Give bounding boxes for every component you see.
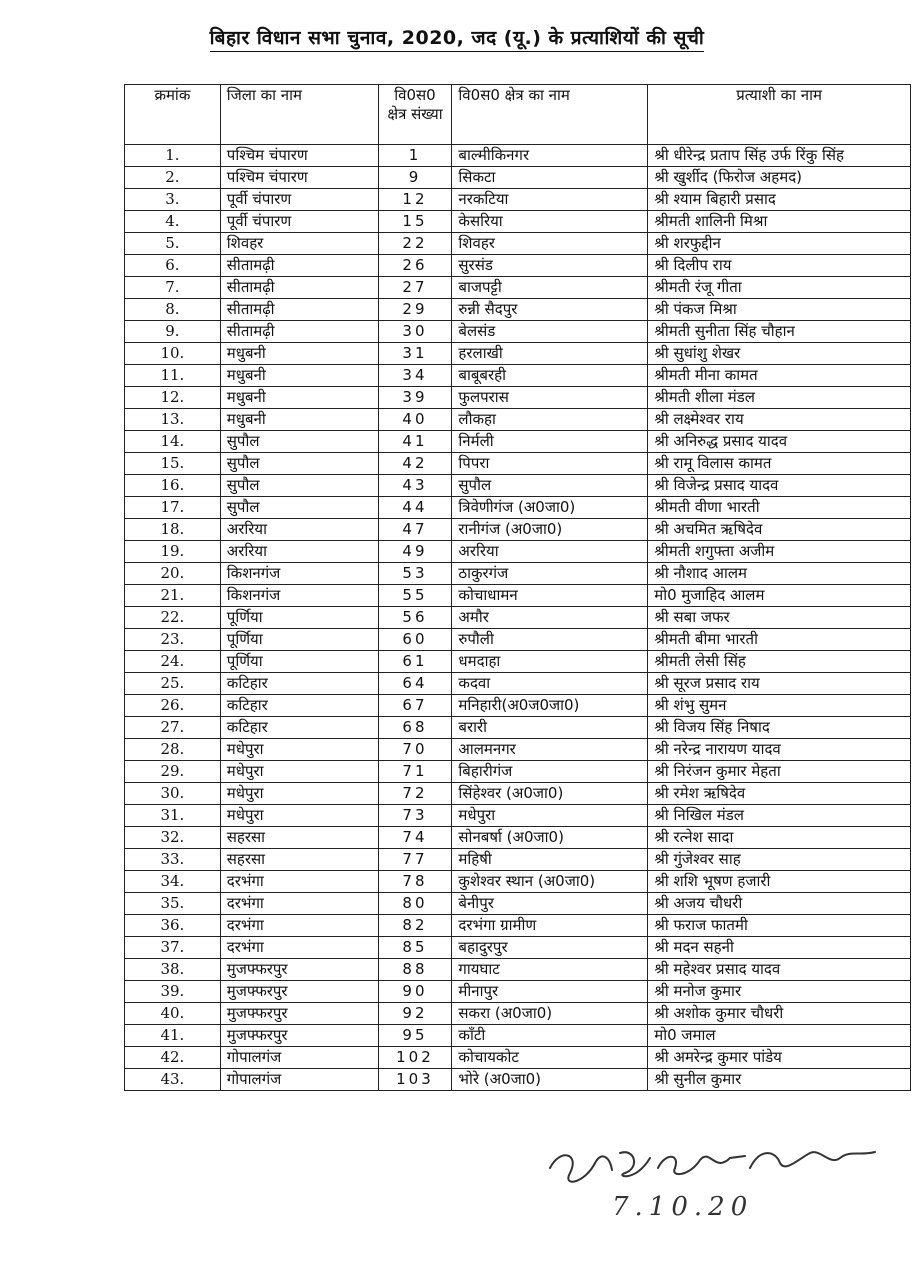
cell-constituency-name: अररिया [452,541,648,563]
cell-constituency-name: त्रिवेणीगंज (अ0जा0) [452,497,648,519]
signature-date: 7.10.20 [612,1192,754,1222]
cell-candidate: मो0 जमाल [648,1025,911,1047]
table-row [125,189,911,211]
table-row [125,475,911,497]
table-row [125,827,911,849]
table-row [125,1025,911,1047]
cell-district: मधुबनी [220,343,378,365]
cell-constituency-name: दरभंगा ग्रामीण [452,915,648,937]
cell-candidate: श्री शशि भूषण हजारी [648,871,911,893]
cell-serial: 38. [125,959,221,981]
cell-constituency-no: 49 [378,541,452,563]
cell-candidate: श्री विजेन्द्र प्रसाद यादव [648,475,911,497]
cell-candidate: श्री पंकज मिश्रा [648,299,911,321]
cell-serial: 35. [125,893,221,915]
cell-constituency-no: 26 [378,255,452,277]
table-body [125,145,911,1091]
cell-constituency-no: 90 [378,981,452,1003]
cell-constituency-no: 41 [378,431,452,453]
cell-district: सुपौल [220,453,378,475]
cell-district: पूर्वी चंपारण [220,211,378,233]
table-row [125,871,911,893]
cell-serial: 43. [125,1069,221,1091]
table-row [125,739,911,761]
cell-district: शिवहर [220,233,378,255]
table-row [125,563,911,585]
cell-district: पूर्णिया [220,607,378,629]
cell-candidate: श्रीमती वीणा भारती [648,497,911,519]
cell-constituency-no: 77 [378,849,452,871]
cell-district: अररिया [220,519,378,541]
cell-serial: 33. [125,849,221,871]
cell-serial: 18. [125,519,221,541]
table-row [125,893,911,915]
cell-serial: 24. [125,651,221,673]
cell-candidate: श्री खुर्शीद (फिरोज अहमद) [648,167,911,189]
cell-constituency-name: रुन्नी सैदपुर [452,299,648,321]
cell-serial: 36. [125,915,221,937]
table-row [125,519,911,541]
cell-constituency-name: बाल्मीकिनगर [452,145,648,167]
cell-candidate: श्री अशोक कुमार चौधरी [648,1003,911,1025]
cell-constituency-no: 82 [378,915,452,937]
cell-constituency-no: 74 [378,827,452,849]
cell-constituency-no: 30 [378,321,452,343]
cell-constituency-no: 22 [378,233,452,255]
cell-constituency-name: सिकटा [452,167,648,189]
cell-constituency-no: 72 [378,783,452,805]
header-serial: क्रमांक [125,85,221,145]
cell-district: पश्चिम चंपारण [220,167,378,189]
cell-constituency-no: 92 [378,1003,452,1025]
cell-constituency-name: सकरा (अ0जा0) [452,1003,648,1025]
cell-constituency-no: 56 [378,607,452,629]
cell-constituency-name: पिपरा [452,453,648,475]
cell-candidate: श्री लक्ष्मेश्वर राय [648,409,911,431]
cell-serial: 14. [125,431,221,453]
cell-constituency-name: सोनबर्षा (अ0जा0) [452,827,648,849]
cell-candidate: श्री अमरेन्द्र कुमार पांडेय [648,1047,911,1069]
cell-district: दरभंगा [220,871,378,893]
cell-serial: 29. [125,761,221,783]
table-row [125,915,911,937]
cell-serial: 15. [125,453,221,475]
cell-serial: 37. [125,937,221,959]
cell-district: सहरसा [220,849,378,871]
cell-serial: 26. [125,695,221,717]
cell-district: अररिया [220,541,378,563]
table-row [125,277,911,299]
cell-constituency-name: केसरिया [452,211,648,233]
cell-constituency-name: कदवा [452,673,648,695]
table-row [125,585,911,607]
cell-serial: 11. [125,365,221,387]
cell-serial: 25. [125,673,221,695]
cell-candidate: श्री महेश्वर प्रसाद यादव [648,959,911,981]
cell-serial: 7. [125,277,221,299]
cell-constituency-no: 103 [378,1069,452,1091]
cell-constituency-no: 9 [378,167,452,189]
cell-constituency-no: 102 [378,1047,452,1069]
cell-candidate: श्री सूरज प्रसाद राय [648,673,911,695]
table-row [125,1069,911,1091]
cell-constituency-name: सुपौल [452,475,648,497]
cell-candidate: श्री मदन सहनी [648,937,911,959]
cell-serial: 40. [125,1003,221,1025]
cell-serial: 2. [125,167,221,189]
cell-district: सीतामढ़ी [220,255,378,277]
table-row [125,233,911,255]
cell-constituency-name: सिंहेश्वर (अ0जा0) [452,783,648,805]
cell-constituency-name: आलमनगर [452,739,648,761]
cell-district: सहरसा [220,827,378,849]
cell-constituency-no: 40 [378,409,452,431]
cell-constituency-no: 42 [378,453,452,475]
cell-constituency-no: 68 [378,717,452,739]
cell-district: मधेपुरा [220,805,378,827]
cell-candidate: श्री निरंजन कुमार मेहता [648,761,911,783]
cell-district: किशनगंज [220,585,378,607]
cell-serial: 21. [125,585,221,607]
table-row [125,343,911,365]
cell-constituency-no: 85 [378,937,452,959]
cell-district: पूर्वी चंपारण [220,189,378,211]
cell-candidate: श्री दिलीप राय [648,255,911,277]
cell-constituency-no: 95 [378,1025,452,1047]
cell-serial: 32. [125,827,221,849]
cell-constituency-no: 43 [378,475,452,497]
cell-district: पूर्णिया [220,629,378,651]
cell-candidate: श्री सबा जफर [648,607,911,629]
cell-constituency-name: बेनीपुर [452,893,648,915]
cell-serial: 34. [125,871,221,893]
cell-candidate: श्री अनिरुद्ध प्रसाद यादव [648,431,911,453]
cell-district: मुजफ्फरपुर [220,959,378,981]
cell-candidate: मो0 मुजाहिद आलम [648,585,911,607]
cell-district: दरभंगा [220,915,378,937]
cell-district: सुपौल [220,475,378,497]
table-row [125,431,911,453]
cell-district: गोपालगंज [220,1069,378,1091]
cell-candidate: श्री नौशाद आलम [648,563,911,585]
cell-serial: 12. [125,387,221,409]
table-header-row [125,85,911,145]
cell-constituency-name: कुशेश्वर स्थान (अ0जा0) [452,871,648,893]
cell-constituency-no: 80 [378,893,452,915]
cell-district: कटिहार [220,695,378,717]
cell-serial: 9. [125,321,221,343]
header-constituency-name: वि0स0 क्षेत्र का नाम [452,85,648,145]
cell-district: गोपालगंज [220,1047,378,1069]
table-row [125,453,911,475]
cell-candidate: श्रीमती शगुफ्ता अजीम [648,541,911,563]
cell-candidate: श्री श्याम बिहारी प्रसाद [648,189,911,211]
cell-constituency-no: 67 [378,695,452,717]
cell-district: कटिहार [220,717,378,739]
cell-constituency-name: महिषी [452,849,648,871]
cell-constituency-no: 73 [378,805,452,827]
cell-constituency-name: कोचायकोट [452,1047,648,1069]
cell-serial: 20. [125,563,221,585]
cell-constituency-name: अमौर [452,607,648,629]
cell-constituency-no: 55 [378,585,452,607]
cell-district: पूर्णिया [220,651,378,673]
table-row [125,365,911,387]
cell-constituency-no: 29 [378,299,452,321]
cell-serial: 39. [125,981,221,1003]
cell-constituency-no: 47 [378,519,452,541]
cell-district: मधुबनी [220,365,378,387]
table-row [125,959,911,981]
table-row [125,1003,911,1025]
cell-constituency-no: 71 [378,761,452,783]
cell-constituency-no: 34 [378,365,452,387]
table-row [125,761,911,783]
cell-candidate: श्री सुनील कुमार [648,1069,911,1091]
cell-constituency-name: भोरे (अ0जा0) [452,1069,648,1091]
cell-candidate: श्रीमती सुनीता सिंह चौहान [648,321,911,343]
cell-constituency-name: रुपौली [452,629,648,651]
cell-constituency-name: ठाकुरगंज [452,563,648,585]
cell-candidate: श्री धीरेन्द्र प्रताप सिंह उर्फ रिंकु सिंह [648,145,911,167]
cell-candidate: श्री शरफुद्दीन [648,233,911,255]
cell-district: सीतामढ़ी [220,277,378,299]
table-row [125,937,911,959]
cell-constituency-name: गायघाट [452,959,648,981]
cell-constituency-no: 70 [378,739,452,761]
cell-candidate: श्री सुधांशु शेखर [648,343,911,365]
cell-district: पश्चिम चंपारण [220,145,378,167]
cell-serial: 13. [125,409,221,431]
cell-constituency-name: बरारी [452,717,648,739]
cell-district: मुजफ्फरपुर [220,981,378,1003]
cell-constituency-name: सुरसंड [452,255,648,277]
cell-constituency-name: निर्मली [452,431,648,453]
cell-district: मधेपुरा [220,739,378,761]
cell-candidate: श्री फराज फातमी [648,915,911,937]
cell-district: मधुबनी [220,409,378,431]
cell-constituency-name: मीनापुर [452,981,648,1003]
cell-candidate: श्री शंभु सुमन [648,695,911,717]
cell-candidate: श्री अचमित ऋषिदेव [648,519,911,541]
cell-constituency-no: 27 [378,277,452,299]
cell-serial: 5. [125,233,221,255]
cell-constituency-no: 64 [378,673,452,695]
header-constituency-no: वि0स0 क्षेत्र संख्या [378,85,452,145]
cell-candidate: श्री रत्नेश सादा [648,827,911,849]
cell-candidate: श्रीमती मीना कामत [648,365,911,387]
cell-district: मधुबनी [220,387,378,409]
table-row [125,1047,911,1069]
cell-serial: 3. [125,189,221,211]
cell-district: मुजफ्फरपुर [220,1025,378,1047]
cell-constituency-no: 31 [378,343,452,365]
cell-constituency-name: मनिहारी(अ0ज0जा0) [452,695,648,717]
cell-constituency-name: बाबूबरही [452,365,648,387]
cell-constituency-no: 44 [378,497,452,519]
table-row [125,783,911,805]
cell-constituency-name: रानीगंज (अ0जा0) [452,519,648,541]
cell-constituency-name: बेलसंड [452,321,648,343]
cell-constituency-no: 15 [378,211,452,233]
cell-serial: 22. [125,607,221,629]
cell-candidate: श्री निखिल मंडल [648,805,911,827]
cell-constituency-name: फुलपरास [452,387,648,409]
cell-district: किशनगंज [220,563,378,585]
cell-constituency-name: शिवहर [452,233,648,255]
cell-candidate: श्री गुंजेश्वर साह [648,849,911,871]
cell-candidate: श्रीमती शालिनी मिश्रा [648,211,911,233]
table-row [125,695,911,717]
table-row [125,629,911,651]
table-row [125,541,911,563]
cell-candidate: श्रीमती शीला मंडल [648,387,911,409]
cell-constituency-name: काँटी [452,1025,648,1047]
cell-constituency-name: मधेपुरा [452,805,648,827]
table-row [125,981,911,1003]
page-title [0,24,914,50]
cell-constituency-no: 78 [378,871,452,893]
cell-constituency-no: 60 [378,629,452,651]
cell-serial: 28. [125,739,221,761]
cell-district: सुपौल [220,497,378,519]
table-row [125,849,911,871]
cell-serial: 23. [125,629,221,651]
cell-constituency-name: बिहारीगंज [452,761,648,783]
table-row [125,299,911,321]
cell-serial: 1. [125,145,221,167]
cell-candidate: श्री विजय सिंह निषाद [648,717,911,739]
cell-serial: 10. [125,343,221,365]
cell-serial: 30. [125,783,221,805]
table-row [125,651,911,673]
cell-district: मधेपुरा [220,783,378,805]
cell-district: दरभंगा [220,893,378,915]
cell-serial: 6. [125,255,221,277]
cell-serial: 19. [125,541,221,563]
cell-candidate: श्री नरेन्द्र नारायण यादव [648,739,911,761]
cell-district: सुपौल [220,431,378,453]
cell-constituency-no: 88 [378,959,452,981]
table-row [125,805,911,827]
table-row [125,673,911,695]
cell-serial: 16. [125,475,221,497]
cell-candidate: श्री रमेश ऋषिदेव [648,783,911,805]
cell-constituency-name: धमदाहा [452,651,648,673]
header-district: जिला का नाम [220,85,378,145]
cell-candidate: श्री अजय चौधरी [648,893,911,915]
cell-candidate: श्रीमती रंजू गीता [648,277,911,299]
cell-serial: 27. [125,717,221,739]
cell-constituency-no: 12 [378,189,452,211]
cell-constituency-name: बहादुरपुर [452,937,648,959]
table-row [125,145,911,167]
cell-candidate: श्री मनोज कुमार [648,981,911,1003]
table-row [125,321,911,343]
cell-constituency-no: 1 [378,145,452,167]
cell-district: सीतामढ़ी [220,299,378,321]
cell-serial: 17. [125,497,221,519]
cell-constituency-no: 61 [378,651,452,673]
cell-district: दरभंगा [220,937,378,959]
cell-candidate: श्री रामू विलास कामत [648,453,911,475]
cell-constituency-no: 39 [378,387,452,409]
table-row [125,167,911,189]
cell-constituency-name: कोचाधामन [452,585,648,607]
cell-district: मधेपुरा [220,761,378,783]
cell-constituency-name: हरलाखी [452,343,648,365]
candidate-table [124,84,911,1091]
header-candidate: प्रत्याशी का नाम [648,85,911,145]
cell-constituency-name: नरकटिया [452,189,648,211]
cell-serial: 41. [125,1025,221,1047]
table-row [125,717,911,739]
table-row [125,387,911,409]
page-title-text: बिहार विधान सभा चुनाव, 2020, जद (यू.) के प्रत्याशियों की सूची [210,27,705,52]
cell-serial: 42. [125,1047,221,1069]
cell-candidate: श्रीमती बीमा भारती [648,629,911,651]
cell-constituency-name: लौकहा [452,409,648,431]
cell-constituency-no: 53 [378,563,452,585]
cell-district: सीतामढ़ी [220,321,378,343]
cell-district: मुजफ्फरपुर [220,1003,378,1025]
cell-serial: 8. [125,299,221,321]
cell-serial: 31. [125,805,221,827]
table-row [125,409,911,431]
cell-constituency-name: बाजपट्टी [452,277,648,299]
cell-serial: 4. [125,211,221,233]
table-row [125,497,911,519]
table-row [125,607,911,629]
cell-candidate: श्रीमती लेसी सिंह [648,651,911,673]
table-row [125,255,911,277]
table-row [125,211,911,233]
cell-district: कटिहार [220,673,378,695]
